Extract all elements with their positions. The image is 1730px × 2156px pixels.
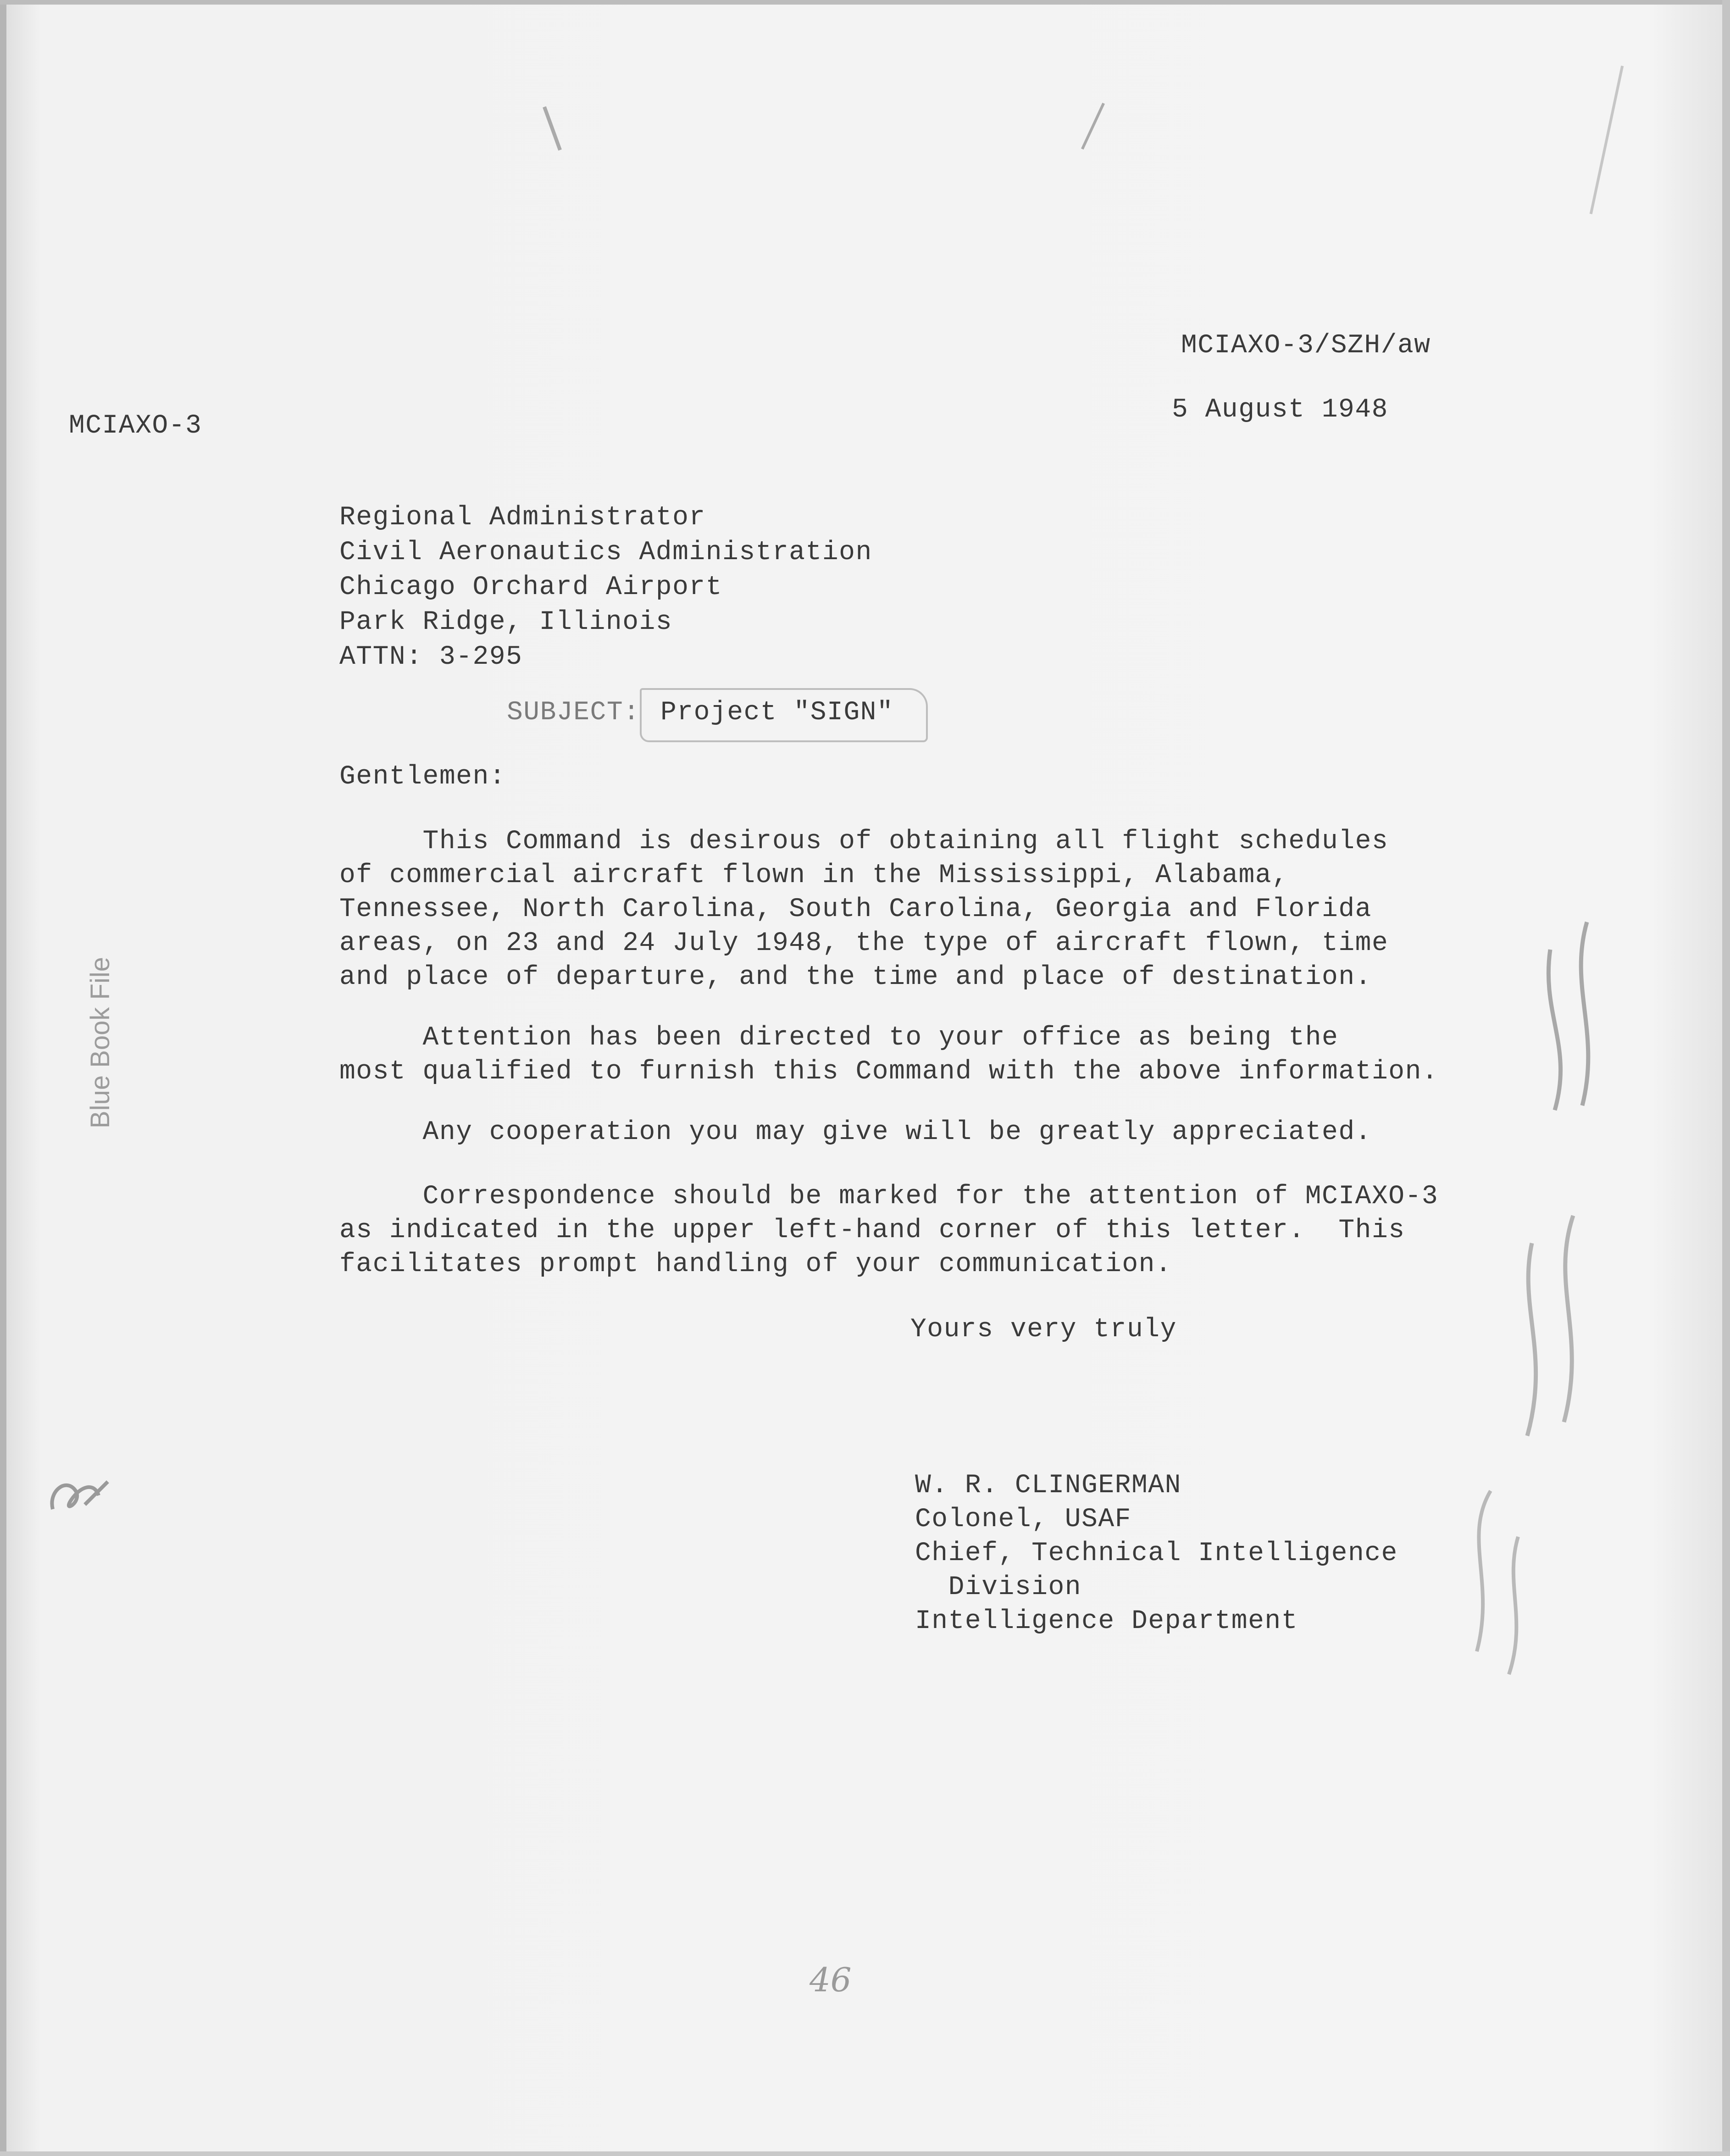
paragraph-line: Attention has been directed to your office as being the	[339, 1023, 1339, 1053]
paragraph-line: Correspondence should be marked for the attention of MCIAXO-3	[339, 1182, 1439, 1211]
paragraph-line: as indicated in the upper left-hand corner of this letter. This	[339, 1216, 1405, 1245]
handwritten-initials	[44, 1463, 117, 1528]
addressee-line: Park Ridge, Illinois	[339, 607, 673, 637]
handwritten-margin-scrawl	[1436, 895, 1628, 1720]
paragraph-line: of commercial aircraft flown in the Mississippi, Alabama,	[339, 861, 1289, 890]
scan-edge-top	[0, 0, 1730, 5]
closing: Yours very truly	[910, 1315, 1177, 1345]
addressee-line: ATTN: 3-295	[339, 642, 523, 672]
paragraph-line: Tennessee, North Carolina, South Carolina, Georgia and Florida	[339, 895, 1372, 924]
signature-line: Division	[915, 1573, 1082, 1602]
addressee-line: Regional Administrator	[339, 503, 706, 533]
letter-date: 5 August 1948	[1172, 395, 1388, 425]
paragraph-line: Any cooperation you may give will be greatly appreciated.	[339, 1117, 1372, 1147]
paragraph-line: most qualified to furnish this Command with the above information.	[339, 1057, 1439, 1087]
scan-edge-left	[0, 0, 6, 2156]
file-reference-left: MCIAXO-3	[69, 411, 202, 441]
paragraph-line: This Command is desirous of obtaining all flight schedules	[339, 827, 1389, 856]
signature-line: Chief, Technical Intelligence	[915, 1539, 1398, 1568]
paragraph-line: areas, on 23 and 24 July 1948, the type of aircraft flown, time	[339, 928, 1389, 958]
scan-edge-right	[1722, 0, 1730, 2156]
scan-edge-bottom	[0, 2151, 1730, 2156]
paragraph-line: facilitates prompt handling of your communication.	[339, 1250, 1172, 1279]
subject-label: SUBJECT:	[507, 698, 640, 728]
page-number: 46	[810, 1961, 852, 1999]
addressee-line: Chicago Orchard Airport	[339, 572, 723, 602]
addressee-line: Civil Aeronautics Administration	[339, 538, 872, 567]
subject-value: Project "SIGN"	[660, 698, 894, 728]
paragraph-line: and place of departure, and the time and place of destination.	[339, 962, 1372, 992]
side-file-stamp: Blue Book File	[85, 957, 115, 1128]
salutation: Gentlemen:	[339, 762, 506, 792]
signature-line: W. R. CLINGERMAN	[915, 1471, 1181, 1500]
signature-line: Intelligence Department	[915, 1606, 1298, 1636]
file-reference-top: MCIAXO-3/SZH/aw	[1181, 331, 1431, 361]
signature-line: Colonel, USAF	[915, 1505, 1131, 1534]
